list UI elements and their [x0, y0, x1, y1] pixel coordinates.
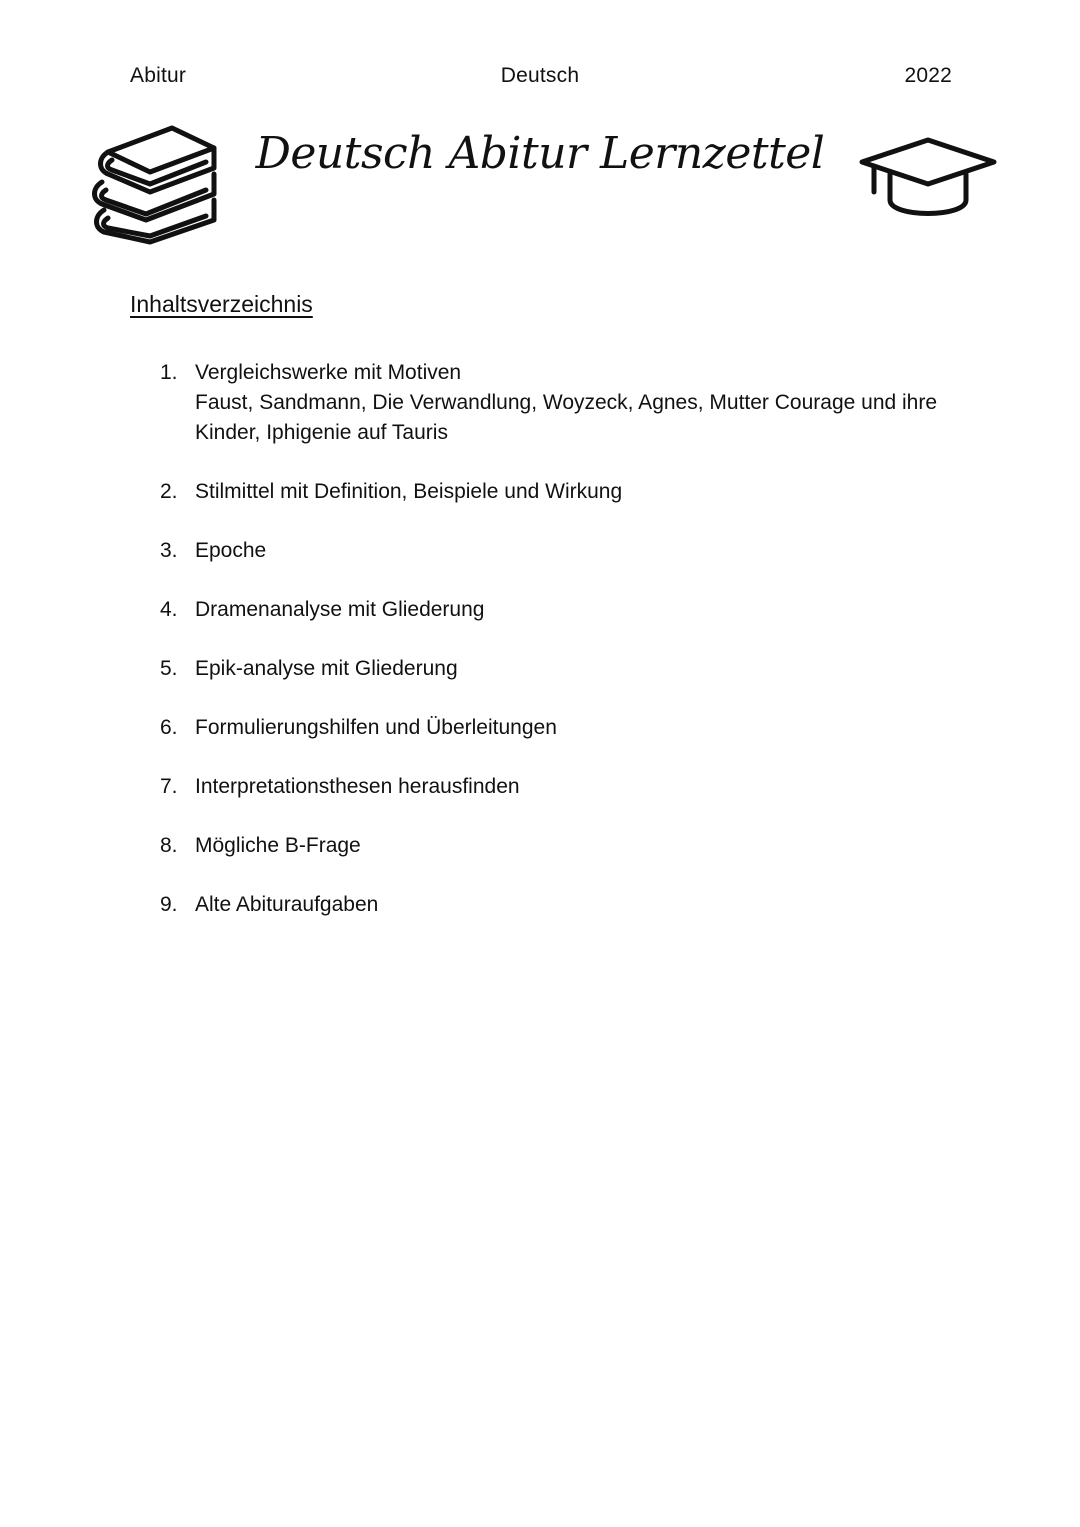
- toc-item-4: [160, 595, 950, 625]
- graduation-cap-icon: [856, 132, 1000, 222]
- toc-item-8: [160, 831, 950, 861]
- toc-heading: Inhaltsverzeichnis: [130, 291, 313, 317]
- header-right-label: 2022: [904, 64, 952, 87]
- header-left-label: Abitur: [130, 64, 187, 87]
- toc-item-9: [160, 890, 950, 920]
- toc-item-number: 3.: [160, 539, 178, 562]
- toc-item-label: Vergleichswerke mit Motiven: [195, 361, 462, 384]
- toc-item-number: 2.: [160, 480, 178, 503]
- toc-item-2: [160, 477, 950, 507]
- toc-item-label: Mögliche B-Frage: [195, 834, 361, 857]
- toc-item-label: Dramenanalyse mit Gliederung: [195, 598, 485, 621]
- toc-item-works-list: Faust, Sandmann, Die Verwandlung, Woyzeck, Agnes, Mutter Courage und ihre Kinder, Iphigenie auf Tauris: [195, 391, 938, 444]
- header-center-label: Deutsch: [500, 64, 580, 87]
- toc-item-label: Interpretationsthesen herausfinden: [195, 775, 520, 798]
- toc-item-label: Stilmittel mit Definition, Beispiele und Wirkung: [195, 480, 623, 503]
- toc-item-5: [160, 654, 950, 684]
- toc-item-label: Formulierungshilfen und Überleitungen: [195, 716, 557, 739]
- page-title: Deutsch Abitur Lernzettel: [255, 128, 825, 179]
- toc-item-number: 8.: [160, 834, 178, 857]
- toc-item-number: 5.: [160, 657, 178, 680]
- toc-list: [160, 358, 950, 949]
- toc-item-number: 7.: [160, 775, 178, 798]
- toc-item-number: 4.: [160, 598, 178, 621]
- toc-item-number: 6.: [160, 716, 178, 739]
- toc-item-3: [160, 536, 950, 566]
- toc-item-7: [160, 772, 950, 802]
- toc-item-number: 9.: [160, 893, 178, 916]
- toc-item-label: Epik-analyse mit Gliederung: [195, 657, 458, 680]
- toc-item-label: Epoche: [195, 539, 267, 562]
- toc-item-number: 1.: [160, 361, 178, 384]
- toc-item-6: [160, 713, 950, 743]
- toc-item-label: Alte Abituraufgaben: [195, 893, 379, 916]
- toc-item-1: [160, 358, 950, 448]
